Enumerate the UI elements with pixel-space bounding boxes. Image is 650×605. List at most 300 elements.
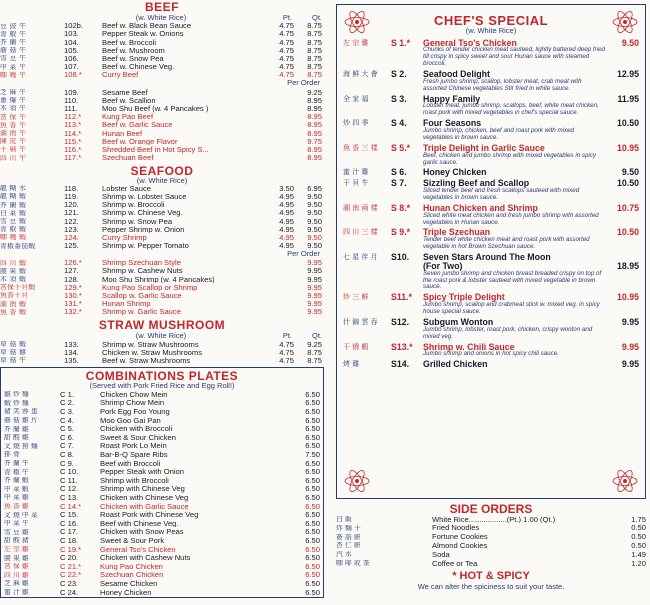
chinese-name: 雪 豆 牛 <box>0 55 27 63</box>
item-price: 10.50 <box>616 118 639 129</box>
item-price: 6.50 <box>305 407 320 417</box>
chinese-name: 海 鮮 大 會 <box>343 70 378 79</box>
item-number: S 8.* <box>391 202 411 213</box>
item-price: 18.95 <box>616 260 639 271</box>
quart-price: 8.75 <box>307 37 322 47</box>
item-price: 6.50 <box>305 518 320 528</box>
item-name: Pepper Shrimp w. Onion <box>102 225 185 234</box>
item-price: 10.75 <box>616 202 639 213</box>
item-number: 125. <box>64 241 79 251</box>
chinese-name: 草 菇 牛 <box>0 357 27 365</box>
item-number: 105. <box>64 45 79 55</box>
chinese-name: 什 錦 雲 吞 <box>343 318 378 326</box>
item-price: 0.50 <box>631 532 646 542</box>
menu-item-row <box>0 30 324 38</box>
item-number: 108.* <box>64 70 82 80</box>
item-price: 12.95 <box>616 69 639 80</box>
item-number: C 13. <box>60 493 79 502</box>
menu-item-row <box>0 88 324 96</box>
qt-label: Qt. <box>311 331 322 341</box>
side-order-row <box>336 559 646 568</box>
item-name: Szechuan Beef <box>102 154 154 162</box>
item-price: 9.75 <box>307 136 322 146</box>
side-list <box>336 515 646 568</box>
chinese-name: 魚 香 蝦 <box>0 308 27 316</box>
item-number: 130.* <box>64 291 82 301</box>
item-price: 1.20 <box>631 558 646 568</box>
item-name: Beef w. Mushroom <box>102 46 165 55</box>
pt-label: Pt. <box>282 331 292 341</box>
chinese-name: 全 家 福 <box>343 94 369 103</box>
item-name: Beef w. Scallion <box>102 96 156 105</box>
item-price: 8.95 <box>307 144 322 154</box>
item-name: Soda <box>432 550 450 559</box>
menu-item-row <box>0 129 324 137</box>
hot-spicy-title: * HOT & SPICY <box>452 569 530 582</box>
item-number: C 22.* <box>60 570 82 580</box>
chef-special-item <box>343 204 639 227</box>
chef-special-item <box>343 95 639 118</box>
item-number: C 18. <box>60 535 79 545</box>
item-number: S 3. <box>391 93 407 104</box>
chinese-name: 四 川 雞 <box>4 571 29 579</box>
menu-item-row <box>0 225 324 233</box>
menu-item-row <box>0 308 324 316</box>
item-price: 9.95 <box>621 317 639 327</box>
item-price: 9.95 <box>621 341 639 352</box>
item-name: Beef w. Snow Pea <box>102 55 164 63</box>
chinese-name: 魚香干貝 <box>0 292 29 300</box>
combos-subtitle: (Served with Pork Fried Rice and Egg Roll!) <box>89 380 235 390</box>
item-description: Seven jumbo shrimp and chicken breast breaded crispy on top of the roast pork & lobster sauteed with mixed vegetable in brown sauce. <box>423 269 602 291</box>
chef-item-body <box>391 95 639 118</box>
combo-item-row <box>4 511 320 520</box>
item-name: Sweet & Sour Chicken <box>100 433 176 442</box>
item-number: 121. <box>64 208 79 218</box>
pint-price: 4.75 <box>279 347 294 357</box>
item-number: 119. <box>64 191 79 201</box>
item-price: 10.50 <box>616 227 639 238</box>
item-number: 110. <box>64 95 79 105</box>
item-name: General Tso's Chicken <box>100 545 176 554</box>
item-price: 6.50 <box>305 501 320 511</box>
menu-item-row <box>0 185 324 193</box>
item-number: C 21.* <box>60 561 82 571</box>
chinese-name: 左 宗 雞 <box>4 545 29 553</box>
chinese-name: 芥 蘭 蝦 <box>0 201 27 209</box>
pint-price: 4.95 <box>279 208 294 218</box>
seafood-subtitle: (w. White Rice) <box>136 176 188 185</box>
chinese-name: 蜜 汁 雞 <box>4 588 29 596</box>
chef-special-item <box>343 228 639 251</box>
item-name: Shrimp w. Straw Mushrooms <box>102 340 199 349</box>
chinese-name: 蝦 炒 麵 <box>4 399 29 407</box>
chinese-name: 龍 糊 水 <box>0 185 27 192</box>
item-name: Shrimp w. Pepper Tomato <box>102 242 189 250</box>
pint-price: 4.95 <box>279 216 294 226</box>
item-description: Jumbo shrimp, chicken, beef and roast pork with mixed vegetables in brown sauce. <box>423 127 574 141</box>
pint-price: 4.75 <box>279 355 294 365</box>
chinese-name: 中 菜 牛 <box>0 63 27 71</box>
item-number: C 4. <box>60 415 74 425</box>
item-number: S 6. <box>391 167 407 178</box>
pint-price: 4.95 <box>279 191 294 201</box>
quart-price: 9.50 <box>307 232 322 242</box>
chef-item-body <box>391 343 639 359</box>
chef-title: CHEF'S SPECIAL <box>433 13 549 28</box>
chinese-name: 七 星 伴 月 <box>343 253 378 262</box>
menu-item-row <box>0 71 324 79</box>
menu-item-row <box>0 300 324 308</box>
chinese-name: 芥 蘭 牛 <box>0 39 27 46</box>
chinese-name: 湖 南 牛 <box>0 129 27 137</box>
seafood-title: SEAFOOD <box>130 164 194 178</box>
item-name: Pepper Steak w. Onions <box>102 30 184 39</box>
combo-item-row <box>4 433 320 442</box>
menu-item-row <box>0 193 324 201</box>
item-name: Shrimp with Chinese Veg <box>100 485 185 493</box>
combo-item-row <box>4 536 320 545</box>
side-order-row <box>336 524 646 533</box>
item-name: Shrimp w. Chili Sauce <box>423 341 515 352</box>
item-description: Jumbo shrimp, scallop and crabmeat stick w. mixed veg. in spicy house special sauce. <box>423 301 600 316</box>
chef-item-body <box>391 70 639 93</box>
item-name: Triple Szechuan <box>423 227 490 238</box>
item-price: 6.50 <box>305 389 320 399</box>
combo-item-row <box>4 579 320 588</box>
item-price: 10.95 <box>616 292 639 303</box>
quart-price: 8.75 <box>307 21 322 31</box>
item-price: 8.95 <box>307 112 322 122</box>
quart-price: 6.95 <box>307 183 322 193</box>
chinese-name: 四 川 三 樣 <box>343 228 378 237</box>
combinations-box <box>0 367 324 598</box>
chef-item-body <box>391 144 639 167</box>
item-name: Seven Stars Around The Moon <box>423 252 551 263</box>
hot-spicy-note: We can alter the spiciness to suit your taste. <box>417 581 565 591</box>
quart-price: 9.50 <box>307 216 322 226</box>
item-description: Chunks of tender chicken meat sauteed, lightly battered deep fried till crispy in spicy sweet and sour Hunan sauce with steamed broccoli. <box>423 46 605 68</box>
item-name: Chicken with Snow Peas <box>100 528 184 536</box>
item-price: 9.95 <box>307 274 322 284</box>
item-price: 9.95 <box>307 282 322 292</box>
menu-item-row <box>0 242 324 250</box>
chinese-name: 蜜 汁 雞 <box>343 168 369 177</box>
chinese-name: 甜 酸 雞 <box>4 434 29 442</box>
chinese-name: 豆 豉 牛 <box>0 22 27 30</box>
combo-item-row <box>4 494 320 503</box>
chinese-name: 白 飯 <box>336 516 352 523</box>
item-name: Shrimp w. Cashew Nuts <box>102 267 183 276</box>
menu-item-row <box>0 137 324 145</box>
combo-item-row <box>4 554 320 563</box>
chinese-name: 芝 麻 雞 <box>4 580 29 588</box>
item-name: Coffee or Tea <box>432 559 478 568</box>
item-number: 133. <box>64 339 79 349</box>
chef-item-body <box>391 293 639 316</box>
menu-item-row <box>0 234 324 242</box>
chef-special-item <box>343 39 639 69</box>
qt-label: Qt. <box>311 12 322 22</box>
quart-price: 8.75 <box>307 62 322 72</box>
item-number: S 7. <box>391 178 407 189</box>
chinese-name: 炸 麵 干 <box>336 524 361 532</box>
menu-item-row <box>0 121 324 129</box>
item-number: 120. <box>64 200 79 210</box>
item-price: 6.50 <box>305 458 320 468</box>
item-name: Beef with Chinese Veg. <box>100 519 179 528</box>
chinese-name: 中 菜 蝦 <box>4 485 29 493</box>
pint-price: 3.50 <box>279 183 294 193</box>
quart-price: 8.75 <box>307 54 322 64</box>
item-number: 129.* <box>64 282 82 292</box>
chef-item-body <box>391 253 639 291</box>
chinese-name: 炒 三 鮮 <box>343 293 369 302</box>
item-name: Sweet & Sour Pork <box>100 536 165 545</box>
chef-special-item <box>343 360 639 369</box>
pint-price: 4.75 <box>279 70 294 80</box>
item-name: Shrimp Chow Mein <box>100 399 165 408</box>
pt-label: Pt. <box>282 12 292 22</box>
item-price: 9.50 <box>621 37 639 48</box>
item-name: Curry Shrimp <box>102 233 147 242</box>
combo-item-row <box>4 451 320 460</box>
combo-item-row <box>4 485 320 494</box>
item-number: C 3. <box>60 407 74 417</box>
chinese-name: 腰 果 雞 <box>4 554 29 562</box>
item-number: C 16. <box>60 518 79 528</box>
item-price: 0.50 <box>631 523 646 533</box>
chinese-name: 汽 水 <box>336 551 352 558</box>
item-number: C 9. <box>60 458 74 468</box>
chinese-name: 咖 喱 蝦 <box>0 234 27 242</box>
item-name: Kung Pao Beef <box>102 113 154 121</box>
item-number: 123. <box>64 224 79 234</box>
item-name: Hunan Shrimp <box>102 300 151 308</box>
combo-item-row <box>4 408 320 417</box>
item-price: 9.50 <box>621 167 639 178</box>
item-number: C 2. <box>60 398 74 408</box>
item-number: 135. <box>64 355 79 365</box>
item-number: 116.* <box>64 144 82 154</box>
chef-item-body <box>391 318 639 341</box>
pint-price: 4.75 <box>279 29 294 39</box>
chinese-name: 中 菜 雞 <box>4 494 29 502</box>
item-name: Shrimp Szechuan Style <box>102 259 181 267</box>
item-name: Curry Beef <box>102 71 139 80</box>
chinese-name: 芥 蘭 蝦 <box>4 477 29 484</box>
item-number: 115.* <box>64 136 82 146</box>
item-name: Beef w. Orange Flavor <box>102 137 178 146</box>
item-name: Beef w. Chinese Veg. <box>102 63 175 71</box>
item-price: 6.50 <box>305 510 320 520</box>
item-name: Chicken with Garlic Sauce <box>100 502 189 511</box>
item-name: Subgum Wonton <box>423 317 494 327</box>
item-number: 111. <box>64 103 78 113</box>
menu-item-row <box>0 259 324 267</box>
item-name: Chicken with Chinese Veg <box>100 494 189 502</box>
chef-item-body <box>391 228 639 251</box>
item-description: Sliced white meat chicken and fresh jumbo shrimp with assorted vegetables in Hunan sauce. <box>423 211 599 226</box>
chinese-name: 青 椒 牛 <box>0 30 27 38</box>
item-number: S11.* <box>391 292 413 303</box>
item-price: 7.50 <box>305 450 320 460</box>
item-name: Spicy Triple Delight <box>423 292 505 303</box>
item-number: 102b. <box>64 21 84 31</box>
menu-item-row <box>0 63 324 71</box>
combo-item-row <box>4 399 320 408</box>
item-number: 104. <box>64 37 79 47</box>
menu-item-row <box>0 292 324 300</box>
menu-item-row <box>0 340 324 348</box>
chinese-name: 龍 糊 蝦 <box>0 193 27 201</box>
item-number: 109. <box>64 87 79 97</box>
beef-subtitle: (w. White Rice) <box>135 12 187 22</box>
item-number: 132.* <box>64 307 82 317</box>
chef-item-body <box>391 168 639 177</box>
item-price: 8.95 <box>307 153 322 163</box>
item-description: Sliced tender beef and fresh scallops sauteed with mixed vegetables in brown sauce. <box>423 187 580 201</box>
item-name-2: (For Two) <box>423 260 463 271</box>
chinese-name: 魚 香 牛 <box>0 121 27 129</box>
combo-item-row <box>4 562 320 571</box>
pint-price: 4.95 <box>279 200 294 210</box>
chinese-name: 魚 香 雞 <box>4 502 29 510</box>
item-number: 113.* <box>64 120 82 130</box>
chef-special-item <box>343 343 639 359</box>
beef-list-a <box>0 22 324 79</box>
chinese-name: 蘑 菇 雞 片 <box>4 417 38 424</box>
item-number: 131.* <box>64 299 82 309</box>
pint-price: 4.75 <box>279 45 294 55</box>
item-name: Lobster Sauce <box>102 184 151 193</box>
item-name: Shrimp w. Lobster Sauce <box>102 192 187 201</box>
item-name: Bar-B-Q Spare Ribs <box>100 451 168 459</box>
item-name: Beef w. Broccoli <box>102 38 157 47</box>
combo-item-row <box>4 416 320 425</box>
quart-price: 9.25 <box>307 339 322 349</box>
side-order-row <box>336 515 646 524</box>
item-price: 6.50 <box>305 475 320 485</box>
side-orders-title: SIDE ORDERS <box>449 502 533 516</box>
chef-special-box <box>336 4 646 499</box>
item-number: 114.* <box>64 128 82 138</box>
beef-header <box>0 13 324 22</box>
chinese-name: 宮 保 雞 <box>4 563 29 570</box>
item-number: C 12. <box>60 484 79 494</box>
pint-price: 4.75 <box>279 54 294 64</box>
item-number: C 17. <box>60 527 79 537</box>
item-name: Fried Noodles <box>432 524 480 532</box>
chinese-name: 干 貝 牛 <box>343 179 369 188</box>
item-name: Roast Pork Lo Mein <box>100 442 167 451</box>
chinese-name: 干 燒 蝦 <box>343 342 369 351</box>
pint-price: 4.75 <box>279 62 294 72</box>
chef-special-item <box>343 70 639 93</box>
item-name: Pork Egg Foo Young <box>100 408 170 416</box>
combo-item-row <box>4 571 320 580</box>
item-name: Shrimp w. Snow Pea <box>102 217 173 226</box>
chef-special-item <box>343 318 639 341</box>
item-name: Sesame Chicken <box>100 579 158 588</box>
quart-price: 8.75 <box>307 70 322 80</box>
item-number: 127. <box>64 266 79 276</box>
item-number: 107. <box>64 62 79 72</box>
item-price: 11.95 <box>617 93 639 104</box>
quart-price: 8.75 <box>307 29 322 39</box>
item-number: S13.* <box>391 341 413 352</box>
straw-subtitle: (w. White Rice) <box>135 331 187 341</box>
chef-special-item <box>343 293 639 316</box>
atom-ornament-icon <box>611 467 639 495</box>
chinese-name: 芥 蘭 牛 <box>4 460 29 467</box>
menu-item-row <box>0 105 324 113</box>
pint-price: 4.75 <box>279 339 294 349</box>
combo-item-row <box>4 390 320 399</box>
combos-list <box>4 390 320 596</box>
chinese-name: 烤 雞 <box>343 360 360 369</box>
item-price: 8.95 <box>307 120 322 130</box>
chinese-name: 雪 豆 蝦 <box>0 217 27 225</box>
menu-item-row <box>0 284 324 292</box>
item-name: Scallop w. Garlic Sauce <box>102 292 182 300</box>
item-name: Kung Pao Scallop or Shrimp <box>102 283 198 292</box>
item-number: C 10. <box>60 467 79 477</box>
chinese-name: 叉 燒 中 菜 <box>4 511 38 519</box>
item-price: 6.50 <box>305 398 320 408</box>
item-number: C 11. <box>60 475 78 485</box>
chef-subtitle: (w. White Rice) <box>465 26 517 35</box>
item-description: Jumbo shrimp, lobster, roast pork, chicken, crispy wonton and mixed veg. <box>423 325 593 340</box>
item-number: S10. <box>391 252 410 263</box>
side-order-row <box>336 533 646 542</box>
per-order-label: Per Order <box>287 78 320 88</box>
chef-special-item <box>343 253 639 291</box>
chinese-name: 叉 燒 撈 麵 <box>4 442 38 450</box>
item-name: Moo Shu Shrimp (w. 4 Pancakes) <box>102 275 215 284</box>
pint-price: 4.75 <box>279 21 294 31</box>
chinese-name: 雞 炒 麵 <box>4 391 29 399</box>
chinese-name: 芝 麻 牛 <box>0 89 27 96</box>
combos-title: COMBINATIONS PLATES <box>85 368 239 383</box>
seafood-list-b <box>0 259 324 316</box>
menu-item-row <box>0 22 324 30</box>
item-name: Triple Delight in Garlic Sauce <box>423 142 545 153</box>
chinese-name: 木 須 蝦 <box>0 276 27 283</box>
menu-item-row <box>0 113 324 121</box>
item-number: 134. <box>64 347 79 357</box>
pint-price: 4.95 <box>279 224 294 234</box>
item-price: 9.95 <box>307 291 322 301</box>
item-name: Chicken with Cashew Nuts <box>100 554 191 562</box>
chef-item-body <box>391 360 639 369</box>
menu-item-row <box>0 47 324 55</box>
per-order-label: Per Order <box>287 249 320 258</box>
item-name: Shrimp with Broccoli <box>100 476 169 485</box>
item-price: 9.95 <box>307 258 322 268</box>
item-name: Kung Pao Chicken <box>100 562 163 571</box>
atom-ornament-icon <box>343 467 371 495</box>
chef-item-body <box>391 179 639 202</box>
item-price: 9.25 <box>307 87 322 97</box>
item-name: Shrimp w. Broccoli <box>102 201 165 209</box>
chinese-name: 青 椒 牛 <box>4 468 29 476</box>
item-number: S12. <box>391 317 410 327</box>
item-name: Hunan Chicken and Shrimp <box>423 202 538 213</box>
chef-special-item <box>343 168 639 177</box>
item-price: 6.50 <box>305 570 320 580</box>
menu-item-row <box>0 38 324 46</box>
